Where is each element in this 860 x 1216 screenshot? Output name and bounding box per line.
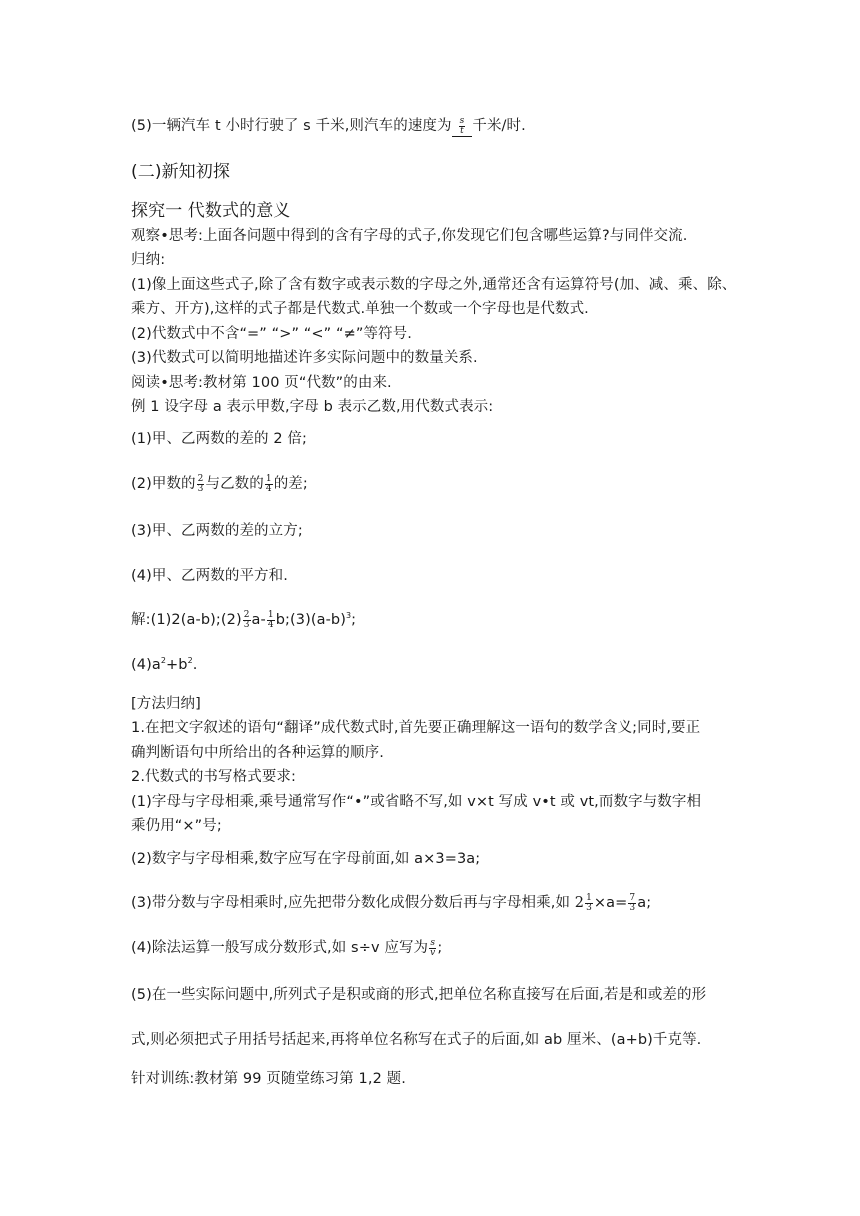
example-1: 例 1 设字母 a 表示甲数,字母 b 表示乙数,用代数式表示: xyxy=(131,399,494,415)
method-1-line-1: 1.在把文字叙述的语句“翻译”成代数式时,首先要正确理解这一语句的数学含义;同时,要正 xyxy=(131,720,701,736)
question-5-text: (5)一辆汽车 t 小时行驶了 s 千米,则汽车的速度为 xyxy=(131,118,452,134)
summary-2: (2)代数式中不含“=” “>” “<” “≠”等符号. xyxy=(131,326,412,342)
method-2-title: 2.代数式的书写格式要求: xyxy=(131,769,297,785)
solution-line-2 xyxy=(131,655,198,675)
exponent: 2 xyxy=(160,656,167,666)
summary-label: 归纳: xyxy=(131,252,166,268)
fraction-seven-thirds xyxy=(628,894,636,913)
text: (3)带分数与字母相乘时,应先把带分数化成假分数后再与字母相乘,如 xyxy=(131,895,575,911)
text: b;(3)(a-b) xyxy=(275,612,346,628)
fraction-numerator: s xyxy=(459,115,465,126)
answer-blank xyxy=(452,116,473,137)
fraction-two-thirds xyxy=(243,611,251,630)
question-5-suffix: 千米/时. xyxy=(472,118,526,134)
text: 的差; xyxy=(273,476,308,492)
fraction-numerator: 1 xyxy=(265,473,272,484)
fraction-denominator: 3 xyxy=(197,483,204,494)
section-heading: (二)新知初探 xyxy=(131,162,230,182)
method-1-line-2: 确判断语句中所给出的各种运算的顺序. xyxy=(131,745,384,761)
explore-title: 探究一 代数式的意义 xyxy=(131,201,291,221)
rule-1-line-1: (1)字母与字母相乘,乘号通常写作“•”或省略不写,如 v×t 写成 v•t 或 vt,而数字与数字相 xyxy=(131,794,702,810)
text: 与乙数的 xyxy=(205,476,264,492)
fraction-numerator: s xyxy=(430,937,436,948)
practice-note: 针对训练:教材第 99 页随堂练习第 1,2 题. xyxy=(131,1071,406,1087)
example-question-1: (1)甲、乙两数的差的 2 倍; xyxy=(131,431,307,447)
text: a; xyxy=(637,895,652,911)
fraction-numerator: 2 xyxy=(197,473,204,484)
rule-2: (2)数字与字母相乘,数字应写在字母前面,如 a×3=3a; xyxy=(131,851,481,867)
observe-think: 观察•思考:上面各问题中得到的含有字母的式子,你发现它们包含哪些运算?与同伴交流. xyxy=(131,228,688,244)
summary-1-line-1: (1)像上面这些式子,除了含有数字或表示数的字母之外,通常还含有运算符号(加、减、乘、除、 xyxy=(131,277,737,293)
example-question-2 xyxy=(131,474,308,494)
solution-line-1 xyxy=(131,610,356,630)
fraction-numerator: 1 xyxy=(267,609,274,620)
rule-1-line-2: 乘仍用“×”号; xyxy=(131,818,222,834)
example-question-3: (3)甲、乙两数的差的立方; xyxy=(131,523,303,539)
fraction-denominator: 4 xyxy=(267,619,274,630)
fraction-denominator: t xyxy=(460,125,464,136)
rule-5-line-1: (5)在一些实际问题中,所列式子是积或商的形式,把单位名称直接写在后面,若是和或差的形 xyxy=(131,987,707,1003)
fraction-s-over-v xyxy=(429,939,436,958)
fraction-numerator: 1 xyxy=(586,892,592,903)
speed-fraction xyxy=(459,117,466,136)
fraction-numerator: 2 xyxy=(243,609,250,620)
rule-5-line-2: 式,则必须把式子用括号括起来,再将单位名称写在式子的后面,如 ab 厘米、(a+b)千克等. xyxy=(131,1032,702,1048)
fraction-one-quarter xyxy=(265,475,273,494)
fraction-one-quarter xyxy=(267,611,275,630)
exponent: 3 xyxy=(345,611,352,621)
exponent: 2 xyxy=(187,656,193,666)
mixed-number-whole: 2 xyxy=(574,895,585,911)
fraction-two-thirds xyxy=(197,475,205,494)
fraction-denominator: 4 xyxy=(265,483,272,494)
fraction-denominator: 3 xyxy=(629,902,636,913)
fraction-denominator: 3 xyxy=(243,619,250,630)
read-think: 阅读•思考:教材第 100 页“代数”的由来. xyxy=(131,375,392,391)
fraction-numerator: 7 xyxy=(629,892,636,903)
text: ; xyxy=(351,612,357,628)
text: . xyxy=(192,657,198,673)
method-title: [方法归纳] xyxy=(131,696,201,712)
text: (4)除法运算一般写成分数形式,如 s÷v 应写为 xyxy=(131,940,429,956)
text: +b xyxy=(166,657,188,673)
fraction-one-third xyxy=(585,894,593,913)
text: ×a= xyxy=(593,895,628,911)
fraction-denominator: v xyxy=(430,947,436,958)
example-question-4: (4)甲、乙两数的平方和. xyxy=(131,568,288,584)
rule-4 xyxy=(131,938,442,958)
text: a- xyxy=(251,612,266,628)
question-5 xyxy=(131,116,526,137)
text: 解:(1)2(a-b);(2) xyxy=(131,612,242,628)
summary-1-line-2: 乘方、开方),这样的式子都是代数式.单独一个数或一个字母也是代数式. xyxy=(131,301,589,317)
rule-3 xyxy=(131,893,651,913)
text: ; xyxy=(437,940,443,956)
text: (4)a xyxy=(131,657,161,673)
summary-3: (3)代数式可以简明地描述许多实际问题中的数量关系. xyxy=(131,350,478,366)
fraction-denominator: 3 xyxy=(586,902,592,913)
text: (2)甲数的 xyxy=(131,476,196,492)
